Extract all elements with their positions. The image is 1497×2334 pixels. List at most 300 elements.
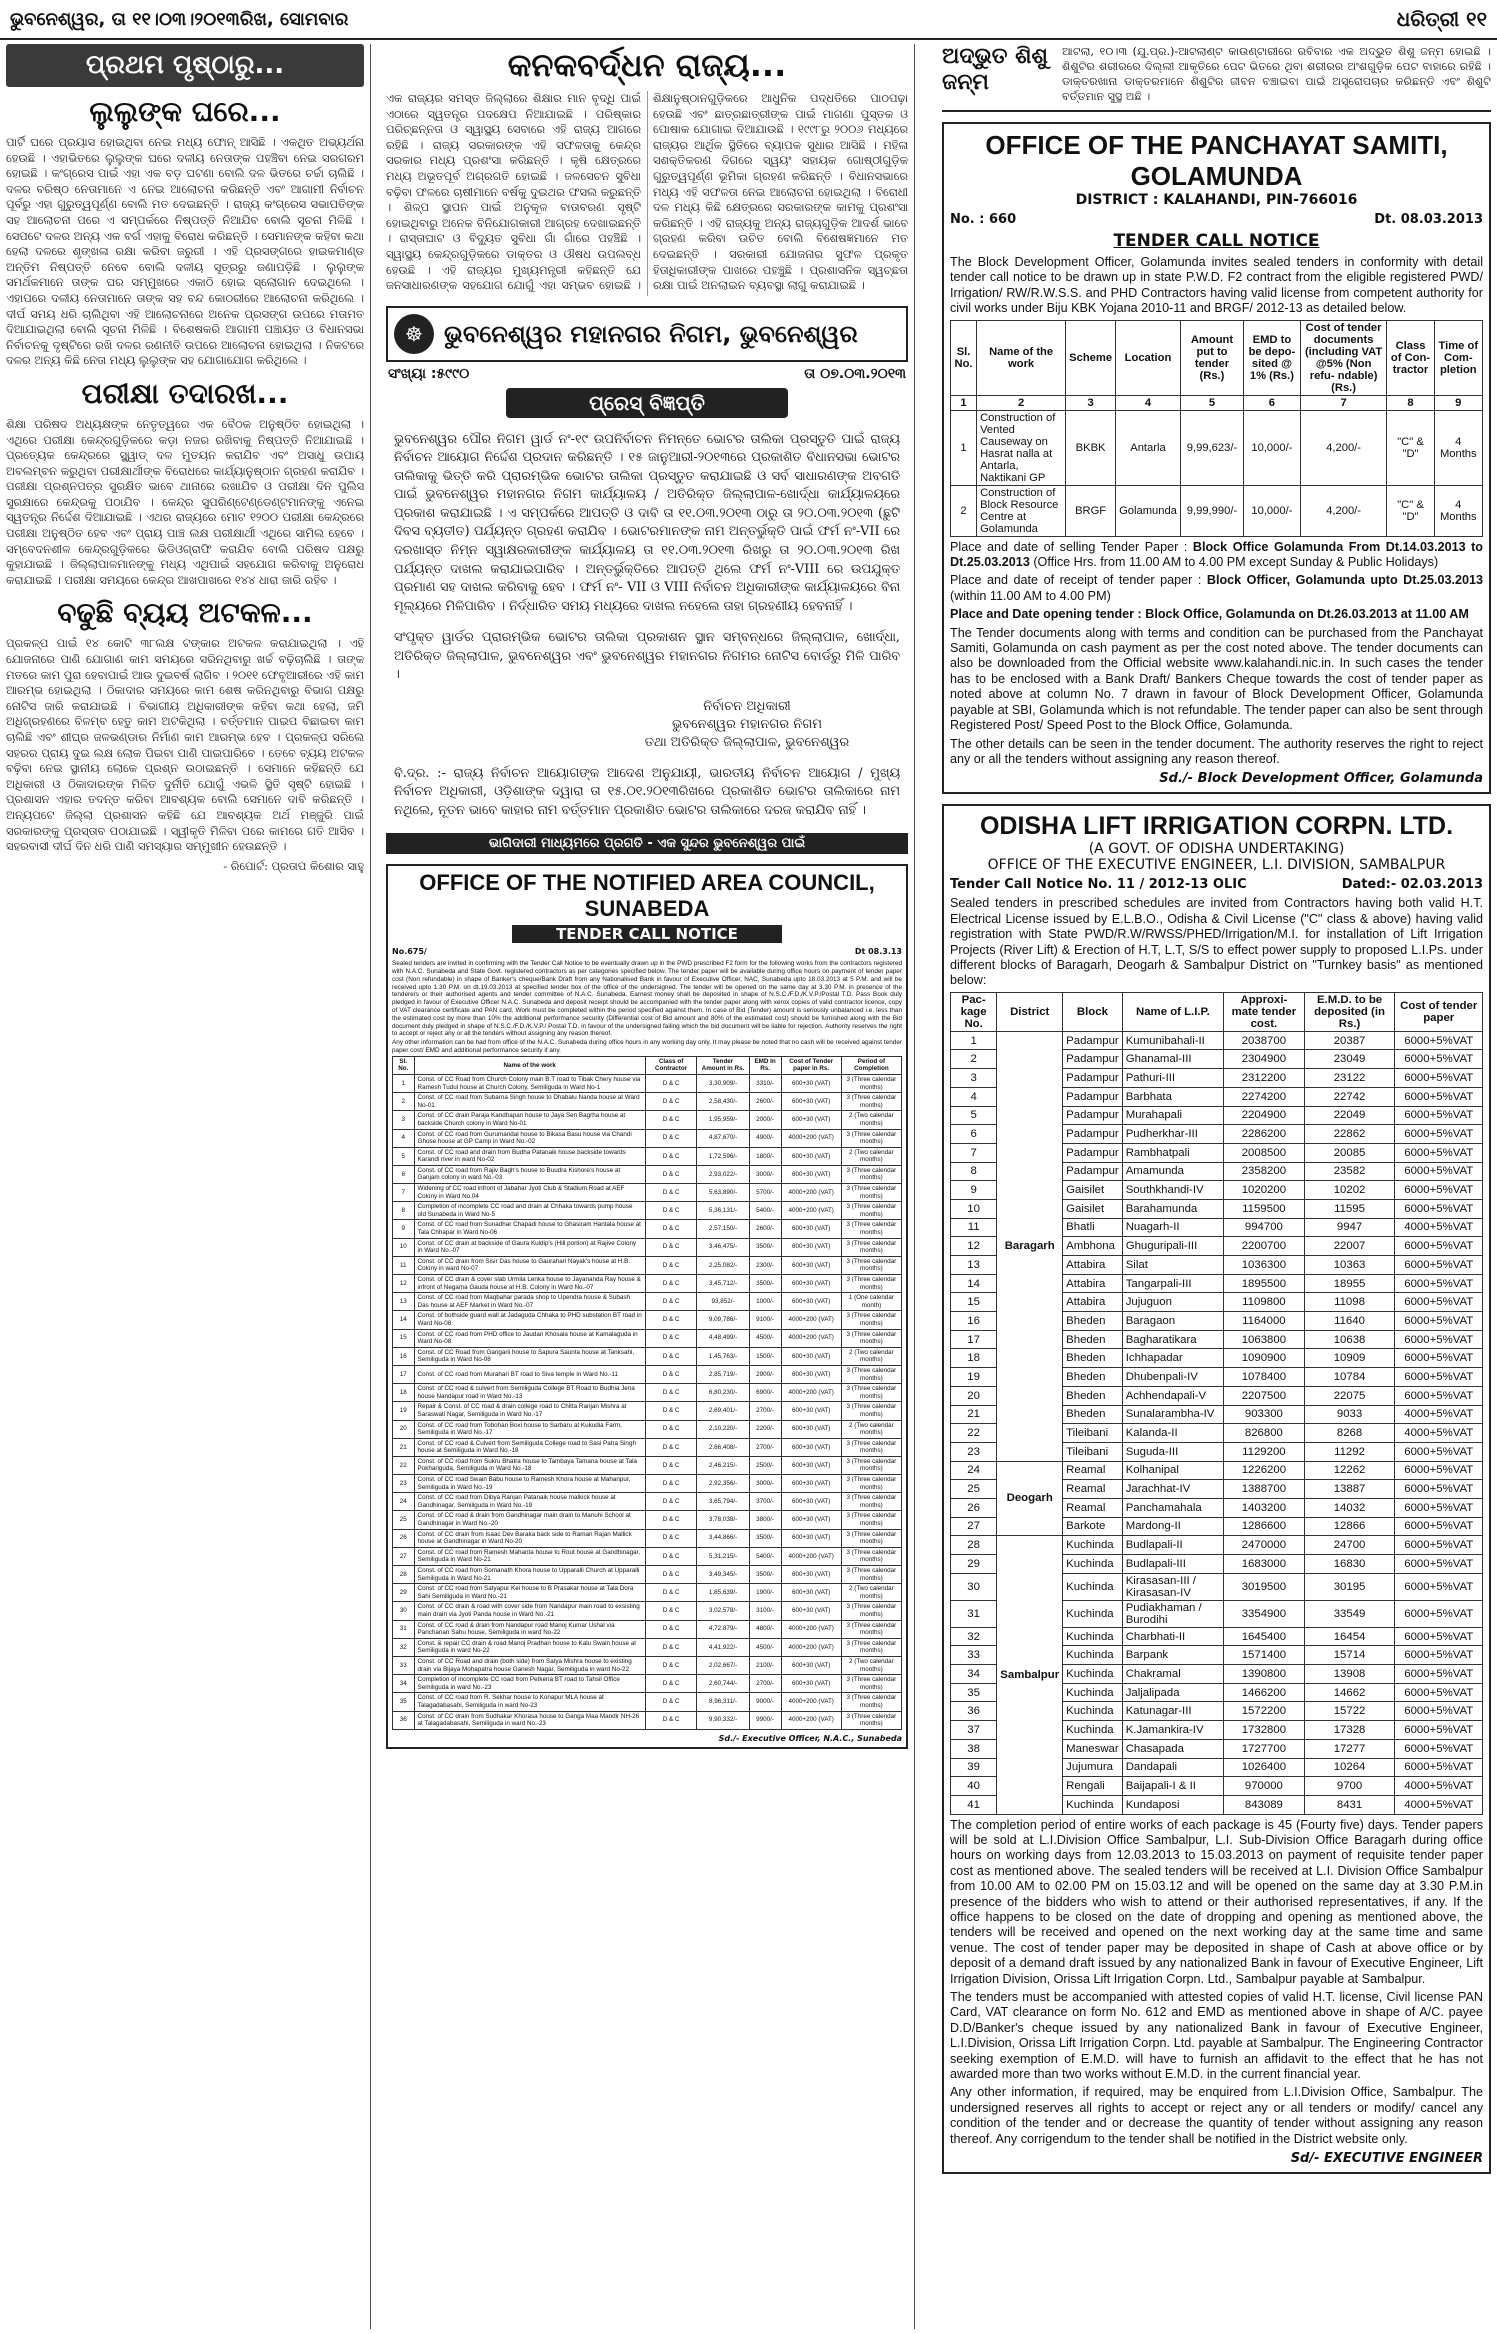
table-cell: 15 <box>951 1293 997 1312</box>
table-cell: 6000+5%VAT <box>1395 1368 1483 1387</box>
table-cell: 1090900 <box>1224 1349 1304 1368</box>
lift-column-header: District <box>997 992 1063 1031</box>
table-cell: 14032 <box>1304 1498 1395 1517</box>
table-row <box>393 1456 902 1474</box>
table-cell: Baijapali-I & II <box>1122 1777 1223 1796</box>
table-cell: 3 (Three calendar months) <box>841 1384 901 1402</box>
table-cell: Bhatli <box>1063 1218 1123 1237</box>
bmc-note: ବି.ଦ୍ର. :- ରାଜ୍ୟ ନିର୍ବାଚନ ଆୟୋଗଙ୍କ ଆଦେଶ ଅନୁଯାୟୀ, ଭାରତୀୟ ନିର୍ବାଚନ ଆୟୋଗ / ମୁଖ୍ୟ ନିର୍ବାଚନ ଅଧିକାରୀ, ଓଡ଼ିଶାଙ୍କ ଦ୍ୱାରା ତା ୧୫.୦୧.୨୦୧୩ରିଖରେ ପ୍ରକାଶିତ ଭୋଟର ତାଲିକାରେ ନାମ ନଥିଲେ, ନୂତନ ଭାବେ କାହାର ନାମ ବର୍ତ୍ତମାନ ପ୍ରକାଶିତ ଭୋଟର ତାଲିକାରେ ଦରଜ କରାଯିବ ନାହିଁ । <box>394 765 900 818</box>
table-cell: 600+30 (VAT) <box>781 1656 841 1674</box>
table-cell: Ghuguripali-III <box>1122 1237 1223 1256</box>
table-cell: 2 <box>393 1093 415 1111</box>
panchayat-column-number: 7 <box>1300 395 1387 410</box>
table-cell: 3 (Three calendar months) <box>841 1438 901 1456</box>
table-cell: Murahapali <box>1122 1106 1223 1125</box>
table-cell: 8268 <box>1304 1424 1395 1443</box>
table-cell: D & C <box>645 1275 696 1293</box>
table-cell: 2,60,744/- <box>697 1675 749 1693</box>
table-cell: Sunalarambha-IV <box>1122 1405 1223 1424</box>
table-cell: 10202 <box>1304 1181 1395 1200</box>
table-cell: 3500/- <box>749 1529 781 1547</box>
table-cell: D & C <box>645 1566 696 1584</box>
table-cell: Const. of CC road Swain Babu house to Ramesh Khora house at Mahanpur, Semiliguda in Ward No.-19 <box>414 1475 645 1493</box>
lift-sub1: (A GOVT. OF ODISHA UNDERTAKING) <box>1088 841 1345 858</box>
table-cell: 21 <box>951 1405 997 1424</box>
table-cell: 12 <box>951 1237 997 1256</box>
panchayat-column-header: Cost of tender documents (including VAT @5% (Non refu- ndable) (Rs.) <box>1300 320 1387 395</box>
table-cell: Kuchinda <box>1063 1555 1123 1574</box>
lift-column-header: Pac- kage No. <box>951 992 997 1031</box>
table-cell: 14662 <box>1304 1683 1395 1702</box>
table-cell: 6000+5%VAT <box>1395 1627 1483 1646</box>
table-cell: 6000+5%VAT <box>1395 1031 1483 1050</box>
table-cell: 600+30 (VAT) <box>781 1275 841 1293</box>
table-cell: Kuchinda <box>1063 1702 1123 1721</box>
table-cell: 10,000/- <box>1244 410 1301 485</box>
bmc-signatory: ନିର୍ବାଚନ ଅଧିକାରୀ ଭୁବନେଶ୍ୱର ମହାନଗର ନିଗମ ତଥା ଅତିରିକ୍ତ ଜିଲ୍ଲାପାଳ, ଭୁବନେଶ୍ୱର <box>644 698 850 750</box>
table-cell: 15722 <box>1304 1702 1395 1721</box>
table-row <box>393 1547 902 1565</box>
table-cell: 3 (Three calendar months) <box>841 1547 901 1565</box>
table-cell: 2,85,719/- <box>697 1365 749 1383</box>
table-cell: D & C <box>645 1238 696 1256</box>
table-cell: D & C <box>645 1475 696 1493</box>
table-cell: 6000+5%VAT <box>1395 1069 1483 1088</box>
table-cell: Mardong-II <box>1122 1517 1223 1536</box>
table-cell: 2100/- <box>749 1656 781 1674</box>
table-row <box>393 1220 902 1238</box>
table-cell: 10,000/- <box>1244 485 1301 536</box>
table-cell: 6000+5%VAT <box>1395 1312 1483 1331</box>
table-cell: Const. of CC road from Satyapur Kei house to B Prasakar house at Tala Dora Sahi Semiliguda in Ward No.-21 <box>414 1584 645 1602</box>
table-cell: Gaisilet <box>1063 1181 1123 1200</box>
lift-para3: Any other information, if required, may be enquired from L.I.Division Office, Sambalpur. The undersigned reserves all rights to accept or reject any or all tenders or modify/ cancel any condition of the tender and or decrease the quantity of tender without assigning any reason thereof. Any corrigendum to the tender shall be notified in the District website only. <box>950 2085 1483 2146</box>
lift-sub2: OFFICE OF THE EXECUTIVE ENGINEER, L.I. DIVISION, SAMBALPUR <box>987 857 1446 874</box>
table-cell: 23582 <box>1304 1162 1395 1181</box>
table-cell: Completion of incomplete CC road from Petkena BT road to Tahsil Office Semiliguda in ward No.-23 <box>414 1675 645 1693</box>
table-cell: Const. of CC Road and drain (both side) from Satya Mishra house to existing drain via Bijaya Mohapatra house Ganesh Nagar, Semiliguda in ward No-22 <box>414 1656 645 1674</box>
table-cell: 6000+5%VAT <box>1395 1330 1483 1349</box>
table-cell: 4 <box>393 1129 415 1147</box>
table-cell: Nuagarh-II <box>1122 1218 1223 1237</box>
table-cell: 11292 <box>1304 1442 1395 1461</box>
table-cell: 843089 <box>1224 1795 1304 1814</box>
table-cell: 9,99,623/- <box>1180 410 1243 485</box>
table-cell: 9033 <box>1304 1405 1395 1424</box>
table-cell: 6000+5%VAT <box>1395 1665 1483 1684</box>
table-cell: D & C <box>645 1329 696 1347</box>
table-cell: Const. of CC road from Murahari BT road to Siva temple in Ward No.-11 <box>414 1365 645 1383</box>
table-cell: 5400/- <box>749 1202 781 1220</box>
table-cell: 33549 <box>1304 1600 1395 1627</box>
panchayat-column-header: Class of Con- tractor <box>1387 320 1434 395</box>
table-cell: 826800 <box>1224 1424 1304 1443</box>
table-cell: Chakramal <box>1122 1665 1223 1684</box>
panchayat-receipt-rest: (within 11.00 AM to 4.00 PM) <box>950 588 1111 603</box>
table-cell: 9 <box>393 1220 415 1238</box>
lift-table-body <box>951 1031 1483 1814</box>
table-cell: 30 <box>951 1573 997 1600</box>
table-cell: 17277 <box>1304 1739 1395 1758</box>
table-cell: Silat <box>1122 1256 1223 1275</box>
table-cell: 2700/- <box>749 1438 781 1456</box>
left-column <box>6 44 371 2329</box>
bmc-number: ସଂଖ୍ୟା :୫୯୯୦ <box>388 365 470 382</box>
table-cell: 2 (Two calendar months) <box>841 1347 901 1365</box>
table-cell: 4,200/- <box>1300 485 1387 536</box>
lift-signature: Sd/- EXECUTIVE ENGINEER <box>1290 2151 1483 2167</box>
table-row <box>393 1147 902 1165</box>
table-cell: 3 <box>951 1069 997 1088</box>
bmc-notice-header <box>386 306 908 362</box>
table-cell: 4,72,879/- <box>697 1620 749 1638</box>
table-cell: 15714 <box>1304 1646 1395 1665</box>
table-cell: 2600/- <box>749 1220 781 1238</box>
table-cell: D & C <box>645 1074 696 1092</box>
panchayat-number-row <box>951 395 1483 410</box>
table-cell: 600+30 (VAT) <box>781 1493 841 1511</box>
table-cell: 2500/- <box>749 1456 781 1474</box>
table-cell: 3,30,909/- <box>697 1074 749 1092</box>
table-row <box>951 1031 1483 1050</box>
table-cell: Chasapada <box>1122 1739 1223 1758</box>
table-cell: 33 <box>951 1646 997 1665</box>
table-cell: 11595 <box>1304 1199 1395 1218</box>
table-cell: 2,66,408/- <box>697 1438 749 1456</box>
table-cell: 6000+5%VAT <box>1395 1181 1483 1200</box>
table-cell: Kuchinda <box>1063 1646 1123 1665</box>
table-cell: 3000/- <box>749 1475 781 1493</box>
table-cell: 4 <box>951 1087 997 1106</box>
table-cell: 6000+5%VAT <box>1395 1480 1483 1499</box>
table-cell: 600+30 (VAT) <box>781 1602 841 1620</box>
table-cell: 30 <box>393 1602 415 1620</box>
panchayat-column-number: 2 <box>977 395 1066 410</box>
table-cell: Const. of CC drain Paraja Kandhapan house to Jaya Sen Bagrha house at backside Church colony in Ward No-01 <box>414 1111 645 1129</box>
table-cell: Kuchinda <box>1063 1600 1123 1627</box>
table-cell: D & C <box>645 1093 696 1111</box>
panchayat-district: DISTRICT : KALAHANDI, PIN-766016 <box>1075 192 1358 208</box>
table-cell: Rengali <box>1063 1777 1123 1796</box>
table-cell: D & C <box>645 1365 696 1383</box>
table-cell: 1466200 <box>1224 1683 1304 1702</box>
table-cell: 37 <box>951 1721 997 1740</box>
table-cell: 4 Months <box>1434 485 1482 536</box>
table-cell: 4000+200 (VAT) <box>781 1638 841 1656</box>
table-cell: 25 <box>951 1480 997 1499</box>
table-cell: Padampur <box>1063 1125 1123 1144</box>
table-cell: 18955 <box>1304 1274 1395 1293</box>
table-cell: 3,65,794/- <box>697 1493 749 1511</box>
table-cell: 2000/- <box>749 1111 781 1129</box>
table-cell: 32 <box>951 1627 997 1646</box>
table-cell: Padampur <box>1063 1050 1123 1069</box>
table-cell: 2,69,401/- <box>697 1402 749 1420</box>
table-cell: Padampur <box>1063 1143 1123 1162</box>
table-cell: D & C <box>645 1602 696 1620</box>
table-cell: 1900/- <box>749 1584 781 1602</box>
table-cell: 29 <box>951 1555 997 1574</box>
table-cell: Kuchinda <box>1063 1683 1123 1702</box>
table-cell: Ichhapadar <box>1122 1349 1223 1368</box>
table-cell: Const. of CC road from Subarna Singh house to Dhabalu Nanda house at Ward No-01 <box>414 1093 645 1111</box>
bmc-title: ଭୁବନେଶ୍ୱର ମହାନଗର ନିଗମ, ଭୁବନେଶ୍ୱର <box>444 319 858 348</box>
table-cell: Budlapali-III <box>1122 1555 1223 1574</box>
table-cell: 31 <box>393 1620 415 1638</box>
table-cell: 27 <box>951 1517 997 1536</box>
table-cell: 3 (Three calendar months) <box>841 1074 901 1092</box>
table-cell: 1226200 <box>1224 1461 1304 1480</box>
table-cell: 16 <box>393 1347 415 1365</box>
table-cell: 6000+5%VAT <box>1395 1349 1483 1368</box>
panchayat-column-header: EMD to be depo- sited @ 1% (Rs.) <box>1244 320 1301 395</box>
table-row <box>393 1256 902 1274</box>
district-cell: Sambalpur <box>997 1536 1063 1814</box>
table-cell: 1109800 <box>1224 1293 1304 1312</box>
table-cell: 2 (Two calendar months) <box>841 1656 901 1674</box>
table-cell: 30195 <box>1304 1573 1395 1600</box>
table-cell: 3 (Three calendar months) <box>841 1329 901 1347</box>
table-cell: 3800/- <box>749 1511 781 1529</box>
table-cell: Tangarpali-III <box>1122 1274 1223 1293</box>
table-cell: 600+30 (VAT) <box>781 1438 841 1456</box>
table-cell: Ghanamal-III <box>1122 1050 1223 1069</box>
panchayat-column-number: 8 <box>1387 395 1434 410</box>
nac-number: No.675/ <box>392 947 427 957</box>
table-cell: 2274200 <box>1224 1087 1304 1106</box>
table-cell: 6000+5%VAT <box>1395 1721 1483 1740</box>
table-cell: D & C <box>645 1256 696 1274</box>
panchayat-column-number: 4 <box>1116 395 1181 410</box>
panchayat-column-header: Name of the work <box>977 320 1066 395</box>
table-cell: Bheden <box>1063 1405 1123 1424</box>
table-cell: 970000 <box>1224 1777 1304 1796</box>
district-cell: Baragarh <box>997 1031 1063 1461</box>
table-cell: Pudherkhar-III <box>1122 1125 1223 1144</box>
story3-headline: ବଢୁଛି ବ୍ୟୟ ଅଟକଳ... <box>57 596 313 630</box>
table-cell: 22075 <box>1304 1386 1395 1405</box>
table-cell: 600+30 (VAT) <box>781 1511 841 1529</box>
table-cell: Budlapali-II <box>1122 1536 1223 1555</box>
nac-column-header: Tender Amount in Rs. <box>697 1056 749 1074</box>
panchayat-signature: Sd./- Block Development Officer, Golamunda <box>1159 771 1483 787</box>
table-cell: 6 <box>951 1125 997 1144</box>
lift-column-header: E.M.D. to be deposited (in Rs.) <box>1304 992 1395 1031</box>
table-cell: 14 <box>393 1311 415 1329</box>
table-cell: 2200/- <box>749 1420 781 1438</box>
table-cell: 2 (Two calendar months) <box>841 1584 901 1602</box>
table-cell: 2 <box>951 485 977 536</box>
table-cell: 6000+5%VAT <box>1395 1573 1483 1600</box>
table-cell: 6000+5%VAT <box>1395 1461 1483 1480</box>
table-cell: 22 <box>393 1456 415 1474</box>
table-cell: 22862 <box>1304 1125 1395 1144</box>
table-cell: 5400/- <box>749 1547 781 1565</box>
table-cell: 1286600 <box>1224 1517 1304 1536</box>
table-cell: 6000+5%VAT <box>1395 1237 1483 1256</box>
table-cell: "C" & "D" <box>1387 410 1434 485</box>
table-cell: Charbhati-II <box>1122 1627 1223 1646</box>
table-cell: 4000+200 (VAT) <box>781 1547 841 1565</box>
table-row <box>393 1475 902 1493</box>
story1-body: ପାର୍ଟି ଘରେ ପ୍ରୟାସ ହୋଇଥିବା ନେଇ ମଧ୍ୟ ଫୋନ୍ ଆସିଛି । ଏକଥିତ ଅଭ୍ୟର୍ଥନା ହେଉଛି । ଏହାଭିତରେ ଲୁଲୁଙ୍କ ଘରେ ଦଳୀୟ ନେତାଙ୍କ ପହଞ୍ଚିବା ନେଇ ସରଗରମ ହୋଇଛି । କଂଗ୍ରେସ ପାଇଁ ଏହା ଏକ ବଡ଼ ଘଟଣା ବୋଲି ଦଳ ଭିତରେ ଚର୍ଚ୍ଚା ଚାଲିଛି । ଦଳର ବରିଷ୍ଠ ନେତାମାନେ ଏ ନେଇ ଆଲୋଚନା କରିଛନ୍ତି ଏବଂ ଆଗାମୀ ନିର୍ବାଚନ ପୂର୍ବରୁ ଏହା ଗୁରୁତ୍ୱପୂର୍ଣ୍ଣ ବୋଲି ମତ ଦେଇଛନ୍ତି । ରାଜ୍ୟ କଂଗ୍ରେସ ସଭାପତିଙ୍କ ସହ ଆଲୋଚନା ପରେ ଏ ସମ୍ପର୍କରେ ନିଷ୍ପତ୍ତି ନିଆଯିବ ବୋଲି ସୂଚନା ମିଳିଛି । ସେପଟେ ଦଳର ଅନ୍ୟ ଏକ ବର୍ଗ ଏହାକୁ ବିରୋଧ କରିଛନ୍ତି । ସେମାନଙ୍କ କହିବା କଥା ହେଲା ଦଳରେ ଶୃଙ୍ଖଳା ରକ୍ଷା କରିବା ଜରୁରୀ । ଏହି ପ୍ରସଙ୍ଗରେ ହାଇକମାଣ୍ଡ ଅନ୍ତିମ ନିଷ୍ପତ୍ତି ନେବେ ବୋଲି ଦଳୀୟ ସୂତ୍ରରୁ ଜଣାପଡ଼ିଛି । ଲୁଲୁଙ୍କ ସମର୍ଥକମାନେ ତାଙ୍କ ଘର ସମ୍ମୁଖରେ ଏକାଠି ହୋଇ ସ୍ଲୋଗାନ ଦେଇଥିଲେ । ଏହାପରେ ଦଳୀୟ ନେତାମାନେ ତାଙ୍କ ସହ ବନ୍ଦ କୋଠରୀରେ ଆଲୋଚନା କରିଥିଲେ । ଦୀର୍ଘ ସମୟ ଧରି ଚାଲିଥିବା ଏହି ଆଲୋଚନାରେ ଅନେକ ପ୍ରସଙ୍ଗ ଉପରେ ମତାମତ ଦିଆଯାଇଥିଲା ବୋଲି ସୂଚନା ମିଳିଛି । ବିଶେଷକରି ଆଗାମୀ ପଞ୍ଚାୟତ ଓ ବିଧାନସଭା ନିର୍ବାଚନକୁ ଦୃଷ୍ଟିରେ ରଖି ଦଳର ରଣନୀତି ଉପରେ ଆଲୋଚନା ହୋଇଥିଲା । ନିକଟରେ ଦଳର ଅନ୍ୟ କିଛି ନେତା ମଧ୍ୟ ଲୁଲୁଙ୍କ ସହ ଯୋଗାଯୋଗ କରିଥିଲେ । <box>6 135 364 368</box>
table-cell: BRGF <box>1066 485 1116 536</box>
panchayat-selling-label: Place and date of selling Tender Paper : <box>950 539 1193 554</box>
table-cell: 4000+200 (VAT) <box>781 1620 841 1638</box>
table-cell: 16 <box>951 1312 997 1331</box>
table-cell: 2470000 <box>1224 1536 1304 1555</box>
table-cell: 22049 <box>1304 1106 1395 1125</box>
table-cell: 1727700 <box>1224 1739 1304 1758</box>
table-cell: 5700/- <box>749 1184 781 1202</box>
table-cell: 12 <box>393 1275 415 1293</box>
table-cell: 39 <box>951 1758 997 1777</box>
table-cell: 4800/- <box>749 1620 781 1638</box>
table-cell: D & C <box>645 1638 696 1656</box>
table-cell: 600+30 (VAT) <box>781 1111 841 1129</box>
table-cell: 6000+5%VAT <box>1395 1600 1483 1627</box>
table-cell: Const. of CC road from R. Sekhar house to Konapur MLA house at Talagadabasahi, Semiliguda in ward No-23 <box>414 1693 645 1711</box>
table-cell: Const. of CC road from Sunadhar Chapadi house to Ghasiram Hantala house at Tala Chhapar in Ward No-06 <box>414 1220 645 1238</box>
table-cell: 3700/- <box>749 1493 781 1511</box>
table-cell: 1,85,639/- <box>697 1584 749 1602</box>
table-cell: 600+30 (VAT) <box>781 1675 841 1693</box>
panchayat-title: OFFICE OF THE PANCHAYAT SAMITI, GOLAMUNDA <box>985 130 1448 191</box>
panchayat-table-body <box>951 410 1483 536</box>
table-cell: 6000+5%VAT <box>1395 1162 1483 1181</box>
nac-table-body <box>393 1074 902 1729</box>
table-cell: 22 <box>951 1424 997 1443</box>
table-cell: 600+30 (VAT) <box>781 1402 841 1420</box>
table-cell: 3 (Three calendar months) <box>841 1256 901 1274</box>
table-cell: Dandapali <box>1122 1758 1223 1777</box>
table-cell: 12866 <box>1304 1517 1395 1536</box>
table-cell: 1,72,596/- <box>697 1147 749 1165</box>
table-cell: Jujuguon <box>1122 1293 1223 1312</box>
table-cell: 2,93,022/- <box>697 1165 749 1183</box>
table-cell: 1036300 <box>1224 1256 1304 1275</box>
table-cell: Repair & Const. of CC road & drain college road to Chitta Ranjan Mishra at Saraswati Nagar, Semiliguda in Ward No.-17 <box>414 1402 645 1420</box>
table-cell: Const. of CC Road from Church Colony main B.T road to Tibak Chery house via Ramesh Tudul house at Church Colony, Semiliguda in Ward No-1 <box>414 1074 645 1092</box>
table-cell: 600+30 (VAT) <box>781 1529 841 1547</box>
table-cell: 32 <box>393 1638 415 1656</box>
table-cell: 28 <box>951 1536 997 1555</box>
bmc-footer-slogan: ଭାଗିଦାରୀ ମାଧ୍ୟମରେ ପ୍ରଗତି - ଏକ ସୁନ୍ଦର ଭୁବନେଶ୍ୱର ପାଇଁ <box>386 833 908 854</box>
nac-heading: TENDER CALL NOTICE <box>512 925 782 943</box>
panchayat-selling <box>950 540 1483 571</box>
table-cell: 1159500 <box>1224 1199 1304 1218</box>
table-cell: 903300 <box>1224 1405 1304 1424</box>
table-cell: 36 <box>393 1711 415 1729</box>
table-cell: Const. of CC road from Somanath Khora house to Upparalli Church at Upparalli Semiliguda in Ward No-21 <box>414 1566 645 1584</box>
table-cell: Kuchinda <box>1063 1665 1123 1684</box>
table-cell: Attabira <box>1063 1293 1123 1312</box>
panchayat-meta <box>950 212 1483 227</box>
table-row <box>393 1202 902 1220</box>
table-cell: Attabira <box>1063 1274 1123 1293</box>
table-cell: Const. of CC drain from Sisir Das house to Gaurahari Nayak's house at H.B. Colony in ward No-07 <box>414 1256 645 1274</box>
table-cell: 36 <box>951 1702 997 1721</box>
table-cell: 4,41,922/- <box>697 1638 749 1656</box>
panchayat-heading: TENDER CALL NOTICE <box>1113 231 1320 251</box>
table-cell: 3 (Three calendar months) <box>841 1184 901 1202</box>
middle-story-body: ଏକ ରାଜ୍ୟର ସମସ୍ତ ଜିଲ୍ଲାରେ ଶିକ୍ଷାର ମାନ ବୃଦ୍ଧି ପାଇଁ ଏଠାରେ ସ୍ୱତନ୍ତ୍ର ପଦକ୍ଷେପ ନିଆଯାଇଛି । ପରିଷ୍କାର ପରିଚ୍ଛନ୍ନତା ଓ ସ୍ୱାସ୍ଥ୍ୟ ସେବାରେ ଏହି ରାଜ୍ୟ ଆଗରେ ରହିଛି । ରାଜ୍ୟ ସରକାରଙ୍କ ଏହି ସଫଳତାକୁ କେନ୍ଦ୍ର ସରକାର ମଧ୍ୟ ପ୍ରଶଂସା କରିଛନ୍ତି । କୃଷି କ୍ଷେତ୍ରରେ ମଧ୍ୟ ଅଭୂତପୂର୍ବ ଅଗ୍ରଗତି ହୋଇଛି । ଜଳସେଚନ ସୁବିଧା ବଢ଼ିବା ଫଳରେ ଚାଷୀମାନେ ବର୍ଷକୁ ଦୁଇଥର ଫସଲ କରୁଛନ୍ତି । ଶିଳ୍ପ ସ୍ଥାପନ ପାଇଁ ଅନୁକୂଳ ବାତାବରଣ ସୃଷ୍ଟି ହୋଇଥିବାରୁ ଅନେକ ବିନିଯୋଗକାରୀ ଆଗ୍ରହ ଦେଖାଇଛନ୍ତି । ରାସ୍ତାଘାଟ ଓ ବିଦ୍ୟୁତ ସୁବିଧା ଗାଁ ଗାଁରେ ପହଞ୍ଚିଛି । ସ୍ୱାସ୍ଥ୍ୟ କେନ୍ଦ୍ରଗୁଡ଼ିକରେ ଡାକ୍ତର ଓ ଔଷଧ ଉପଲବ୍ଧ ହେଉଛି । ଏହି ରାଜ୍ୟର ମୁଖ୍ୟମନ୍ତ୍ରୀ କହିଛନ୍ତି ଯେ ଜନସାଧାରଣଙ୍କ ସହଯୋଗ ଯୋଗୁଁ ଏହା ସମ୍ଭବ ହୋଇଛି । ଶିକ୍ଷାନୁଷ୍ଠାନଗୁଡ଼ିକରେ ଆଧୁନିକ ପଦ୍ଧତିରେ ପାଠପଢ଼ା ହେଉଛି ଏବଂ ଛାତ୍ରଛାତ୍ରୀଙ୍କ ପାଇଁ ମାଗଣା ପୁସ୍ତକ ଓ ପୋଷାକ ଯୋଗାଇ ଦିଆଯାଉଛି । ୧୯୯୮ରୁ ୨୦୦୬ ମଧ୍ୟରେ ରାଜ୍ୟର ଆର୍ଥିକ ସ୍ଥିତିରେ ବ୍ୟାପକ ସୁଧାର ଆସିଛି । ମହିଳା ସଶକ୍ତିକରଣ ଦିଗରେ ସ୍ୱୟଂ ସହାୟକ ଗୋଷ୍ଠୀଗୁଡ଼ିକ ଗୁରୁତ୍ୱପୂର୍ଣ୍ଣ ଭୂମିକା ଗ୍ରହଣ କରିଛନ୍ତି । ବିଧାନସଭାରେ ମଧ୍ୟ ଏହି ସଫଳତା ନେଇ ଆଲୋଚନା ହୋଇଥିଲା । ବିରୋଧୀ ଦଳ ମଧ୍ୟ କିଛି କ୍ଷେତ୍ରରେ ସରକାରଙ୍କ କାମକୁ ପ୍ରଶଂସା କରିଛନ୍ତି । ଏହି ରାଜ୍ୟକୁ ଅନ୍ୟ ରାଜ୍ୟଗୁଡ଼ିକ ଆଦର୍ଶ ଭାବେ ଗ୍ରହଣ କରିବା ଉଚିତ ବୋଲି ବିଶେଷଜ୍ଞମାନେ ମତ ଦେଇଛନ୍ତି । ସରକାରୀ ଯୋଜନାର ସୁଫଳ ପ୍ରକୃତ ହିତାଧିକାରୀଙ୍କ ପାଖରେ ପହଞ୍ଚୁଛି । ପ୍ରଶାସନିକ ସ୍ୱଚ୍ଛତା ରକ୍ଷା ପାଇଁ ଅନଲାଇନ ବ୍ୟବସ୍ଥା ଲାଗୁ କରାଯାଇଛି । <box>386 91 908 293</box>
table-cell: 7 <box>393 1184 415 1202</box>
table-cell: 4 Months <box>1434 410 1482 485</box>
lift-title: ODISHA LIFT IRRIGATION CORPN. LTD. <box>979 812 1454 841</box>
table-cell: Antarla <box>1116 410 1181 485</box>
table-cell: Const. of CC road from Sukru Bhatra house to Tambaya Tamana house at Tala Pokhariguda, Semiliguda in Ward No.-18 <box>414 1456 645 1474</box>
table-row <box>951 1461 1483 1480</box>
table-cell: Kuchinda <box>1063 1573 1123 1600</box>
table-cell: 2 (Two calendar months) <box>841 1420 901 1438</box>
byline: - ରିପୋର୍ଟ: ପ୍ରତାପ କିଶୋର ସାହୁ <box>223 858 364 873</box>
table-cell: Const. of CC road from Tobohan Boxi house to Sarbaru at Kukudia Farm, Semiliguda in Ward No.-17 <box>414 1420 645 1438</box>
panchayat-column-number: 1 <box>951 395 977 410</box>
table-row <box>951 485 1483 536</box>
table-cell: 17328 <box>1304 1721 1395 1740</box>
table-cell: 6000+5%VAT <box>1395 1386 1483 1405</box>
table-cell: 1800/- <box>749 1147 781 1165</box>
lift-para2: The tenders must be accompanied with attested copies of valid H.T. license, Civil license PAN Card, VAT clearance on form No. 612 and EMD as mentioned above in shape of A/C. payee D.D/Banker's cheque issued by any nationalized Bank in favour of Executive Engineer, L.I.Division, Orissa Lift Irrigation Corpn. Ltd. payable at Sambalpur. The Engineering Contractor seeking exemption of E.M.D. will have to furnish an affidavit to the effect that he has not awarded more than two works without E.M.D. in the current financial year. <box>950 1990 1483 2082</box>
panchayat-opening: Place and Date opening tender : Block Office, Golamunda on Dt.26.03.2013 at 11.00 AM <box>950 607 1469 622</box>
table-cell: 7 <box>951 1143 997 1162</box>
table-row <box>393 1493 902 1511</box>
table-cell: 2204900 <box>1224 1106 1304 1125</box>
table-cell: 10 <box>393 1238 415 1256</box>
table-cell: Kirasasan-III / Kirasasan-IV <box>1122 1573 1223 1600</box>
panchayat-header-row <box>951 320 1483 395</box>
table-cell: Padampur <box>1063 1106 1123 1125</box>
table-cell: D & C <box>645 1129 696 1147</box>
table-cell: D & C <box>645 1693 696 1711</box>
panchayat-receipt-label: Place and date of receipt of tender paper : <box>950 573 1207 588</box>
table-cell: Tileibani <box>1063 1442 1123 1461</box>
table-cell: 13908 <box>1304 1665 1395 1684</box>
table-cell: 600+30 (VAT) <box>781 1566 841 1584</box>
table-cell: D & C <box>645 1220 696 1238</box>
table-cell: 6000+5%VAT <box>1395 1293 1483 1312</box>
table-cell: 3100/- <box>749 1602 781 1620</box>
table-cell: 5,31,215/- <box>697 1547 749 1565</box>
table-cell: 4000+200 (VAT) <box>781 1202 841 1220</box>
table-cell: 13887 <box>1304 1480 1395 1499</box>
table-cell: Const. of CC Road from Gangarii house to Sapura Saunta house at Tanksahi, Semiliguda in Ward No-08 <box>414 1347 645 1365</box>
table-cell: Padampur <box>1063 1162 1123 1181</box>
table-cell: 5 <box>393 1147 415 1165</box>
table-cell: 3,44,866/- <box>697 1529 749 1547</box>
table-cell: 35 <box>951 1683 997 1702</box>
table-cell: 19 <box>393 1402 415 1420</box>
table-cell: 38 <box>951 1739 997 1758</box>
table-cell: 4000+200 (VAT) <box>781 1711 841 1729</box>
nac-column-header: EMD In Rs. <box>749 1056 781 1074</box>
table-cell: 1571400 <box>1224 1646 1304 1665</box>
table-cell: 20 <box>951 1386 997 1405</box>
panchayat-receipt <box>950 573 1483 604</box>
table-cell: 6000+5%VAT <box>1395 1555 1483 1574</box>
table-cell: 2,57,150/- <box>697 1220 749 1238</box>
table-cell: Barbhata <box>1122 1087 1223 1106</box>
table-cell: 4000+200 (VAT) <box>781 1129 841 1147</box>
table-cell: D & C <box>645 1511 696 1529</box>
table-cell: 4,200/- <box>1300 410 1387 485</box>
table-row <box>393 1438 902 1456</box>
table-row <box>393 1511 902 1529</box>
table-cell: 22007 <box>1304 1237 1395 1256</box>
table-cell: 33 <box>393 1656 415 1674</box>
table-cell: Jaljalipada <box>1122 1683 1223 1702</box>
